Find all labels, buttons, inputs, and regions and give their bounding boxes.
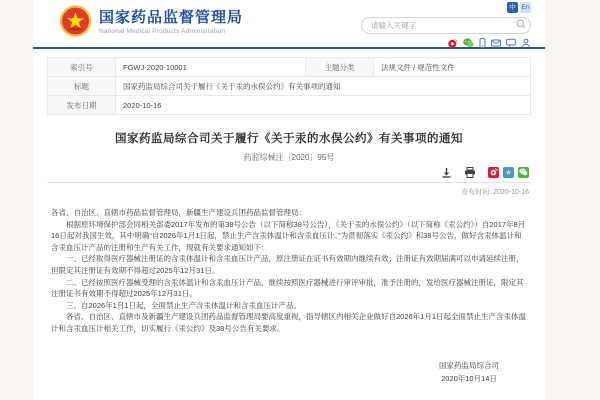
page-title: 国家药监局综合司关于履行《关于汞的水俣公约》有关事项的通知 — [115, 133, 463, 145]
search-icon[interactable] — [516, 19, 526, 29]
site-title: 国家药品监督管理局 — [99, 8, 244, 26]
national-emblem-icon — [59, 5, 92, 38]
content-card — [33, 0, 545, 400]
logo-text — [99, 9, 243, 35]
meta-category-value: 法规文件 / 规范性文件 — [374, 58, 531, 77]
print-icon[interactable] — [464, 167, 476, 178]
table-row — [48, 77, 531, 96]
message-icon[interactable] — [506, 38, 516, 48]
meta-title-value: 国家药监局综合司关于履行《关于汞的水俣公约》有关事项的通知 — [116, 77, 531, 96]
paragraph-item-3: 三、自2026年1月1日起，全面禁止生产含汞体温计和含汞血压计产品。 — [66, 300, 302, 310]
paragraph-intro: 根据原环境保护部会同相关部委2017年发布的第38号公告（以下简称38号公告），《关于汞的水俣公约》（以下简称《汞公约》）自2017年8月16日起对我国生效，其中明确“自2026年1月1日起，禁止生产含汞体温计和含汞血压计。”为贯彻落实《汞公约》和38号公告，做好含汞体温计和含汞血压计产品的注册和生产有关工作，现就有关要求通知如下： — [51, 219, 526, 252]
meta-index-value: FGWJ-2020-10001 — [116, 58, 306, 77]
paragraph-item-1: 一、已经取得医疗器械注册证的含汞体温计和含汞血压计产品，原注册证在证书有效期内继续有效；注册证有效期届满可以申请延续注册，但限定其注册证有效期不得超过2025年12月31日。 — [51, 254, 524, 275]
signature-block — [33, 359, 545, 386]
meta-date-value: 2020-10-16 — [116, 96, 531, 115]
paragraph-closing: 各省、自治区、直辖市及新疆生产建设兵团药品监督管理局要高度重视，指导辖区内相关企业做好自2026年1月1日起全面禁止生产含汞体温计和含汞血压计相关工作，切实履行《汞公约》及38号公告有关要求。 — [51, 312, 527, 333]
share-weibo-icon[interactable] — [488, 167, 499, 178]
meta-date-label: 发布日期 — [48, 96, 116, 115]
publish-time-label: 发布时间: — [461, 189, 492, 196]
user-icon[interactable] — [521, 38, 531, 48]
wechat-icon[interactable] — [463, 38, 474, 48]
article-body — [33, 207, 545, 335]
meta-category-label: 主题分类 — [306, 58, 374, 77]
publish-time — [33, 187, 545, 197]
paragraph-salutation: 各省、自治区、直辖市药品监督管理局，新疆生产建设兵团药品监督管理局： — [51, 208, 306, 217]
language-switcher — [361, 2, 531, 13]
site-subtitle: National Medical Products Administration — [99, 27, 226, 35]
publish-time-value: 2020-10-16 — [493, 189, 529, 196]
document-actions — [33, 166, 545, 178]
table-row — [48, 58, 531, 77]
site-logo[interactable] — [59, 5, 243, 38]
site-header — [33, 0, 545, 47]
document-number: 药监综械注〔2020〕95号 — [243, 153, 335, 162]
weibo-icon[interactable] — [448, 38, 458, 48]
social-links — [361, 38, 531, 48]
favorite-star-icon[interactable]: ★ — [504, 167, 513, 177]
share-wechat-icon[interactable] — [518, 167, 529, 178]
lang-en-button[interactable]: En — [521, 4, 530, 11]
table-row — [48, 96, 531, 115]
search-box — [361, 15, 531, 34]
meta-index-label: 索引号 — [48, 58, 116, 77]
article-divider — [47, 182, 531, 183]
document-meta-table — [47, 57, 531, 115]
lang-zh-button[interactable]: 中 — [507, 2, 518, 13]
signature-date: 2020年10月14日 — [441, 373, 497, 383]
download-icon[interactable] — [441, 167, 452, 178]
meta-title-label: 标题 — [48, 77, 116, 96]
search-input[interactable] — [361, 17, 531, 34]
email-icon[interactable] — [491, 38, 501, 48]
mobile-icon[interactable] — [479, 38, 486, 48]
signature-department: 国家药监局综合司 — [439, 360, 499, 370]
paragraph-item-2: 二、已经按照医疗器械受理的含汞体温计和含汞血压计产品，继续按照医疗器械进行审评审批，准予注册的，发给医疗器械注册证，限定其注册证书有效期不得超过2025年12月31日。 — [51, 277, 524, 299]
header-right — [361, 2, 531, 48]
